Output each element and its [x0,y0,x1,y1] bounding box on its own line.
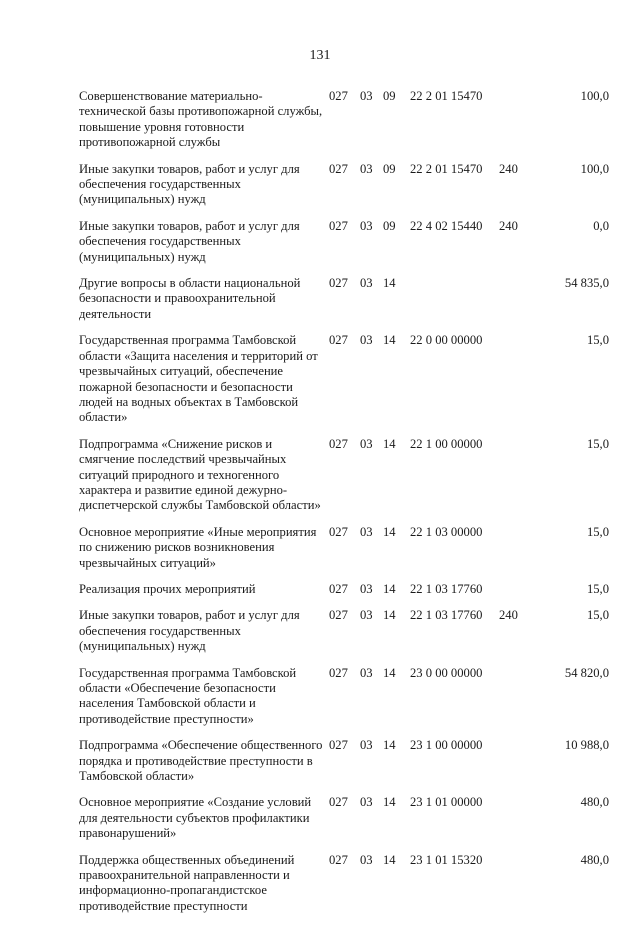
subsection-code: 09 [383,89,396,103]
department-code: 027 [329,665,348,680]
expense-name: Другие вопросы в области национальной безопасности и правоохранительной деятельности [79,276,301,321]
target-article-code: 22 1 03 00000 [410,524,483,539]
target-article-code: 22 2 01 15470 [410,89,483,103]
table-row [79,219,609,265]
page-number: 131 [309,48,331,63]
expense-name: Основное мероприятие «Создание условий для деятельности субъектов профилактики правонарушений» [79,795,312,841]
section-code: 03 [360,665,373,680]
expense-name: Поддержка общественных объединений правоохранительной направленности и информационно-пропагандистское противодействие преступности [79,852,295,913]
target-article-code: 22 0 00 00000 [410,333,483,348]
amount: 15,0 [586,581,609,596]
table-row [79,582,609,597]
section-code: 03 [360,276,373,291]
section-code: 03 [360,218,373,233]
amount: 54 820,0 [564,665,609,680]
amount: 10 988,0 [564,738,609,753]
amount: 480,0 [580,852,609,867]
expense-name: Подпрограмма «Обеспечение общественного порядка и противодействие преступности в Тамбовской области» [79,738,323,784]
section-code: 03 [360,608,373,623]
department-code: 027 [329,795,348,810]
amount: 15,0 [586,436,609,451]
expense-name: Подпрограмма «Снижение рисков и смягчение последствий чрезвычайных ситуаций природного и техногенного характера и развитие единой дежурно-диспетчерской службы Тамбовской области» [79,436,321,513]
department-code: 027 [329,333,348,348]
expense-type-code: 240 [499,608,518,623]
budget-table [79,89,609,925]
target-article-code: 23 0 00 00000 [410,665,483,680]
expense-name: Государственная программа Тамбовской области «Обеспечение безопасности населения Тамбовской области и противодействие преступности» [79,665,297,726]
subsection-code: 14 [383,795,396,810]
department-code: 027 [329,161,348,176]
department-code: 027 [329,218,348,233]
amount: 0,0 [593,218,609,233]
subsection-code: 14 [383,276,396,291]
target-article-code: 23 1 01 00000 [410,795,483,810]
amount: 15,0 [586,333,609,348]
amount: 480,0 [580,795,609,810]
section-code: 03 [360,333,373,348]
table-row [79,666,609,728]
expense-name: Иные закупки товаров, работ и услуг для обеспечения государственных (муниципальных) нужд [79,608,300,654]
subsection-code: 14 [383,665,396,680]
target-article-code: 23 1 01 15320 [410,852,483,867]
subsection-code: 09 [383,218,396,233]
table-row [79,437,609,514]
table-row [79,89,609,151]
table-row [79,333,609,425]
section-code: 03 [360,524,373,539]
department-code: 027 [329,738,348,753]
subsection-code: 14 [383,524,396,539]
expense-type-code: 240 [499,161,518,176]
section-code: 03 [360,738,373,753]
amount: 15,0 [586,608,609,623]
target-article-code: 22 4 02 15440 [410,218,483,233]
amount: 15,0 [586,524,609,539]
department-code: 027 [329,524,348,539]
expense-name: Государственная программа Тамбовской области «Защита населения и территорий от чрезвычайных ситуаций, обеспечение пожарной безопасности и безопасности людей на водных объектах в Тамбовской области» [79,333,318,425]
table-row [79,608,609,654]
department-code: 027 [329,852,348,867]
subsection-code: 09 [383,161,396,176]
table-row [79,162,609,208]
table-row [79,738,609,784]
section-code: 03 [360,852,373,867]
table-row [79,853,609,915]
department-code: 027 [329,581,348,596]
table-row [79,276,609,322]
section-code: 03 [360,581,373,596]
department-code: 027 [329,608,348,623]
target-article-code: 22 2 01 15470 [410,161,483,176]
amount: 100,0 [580,161,609,176]
expense-name: Иные закупки товаров, работ и услуг для обеспечения государственных (муниципальных) нужд [79,161,300,207]
target-article-code: 23 1 00 00000 [410,738,483,753]
expense-name: Совершенствование материально-технической базы противопожарной службы, повышение уровня готовности противопожарной службы [79,89,323,150]
subsection-code: 14 [383,333,396,348]
expense-name: Реализация прочих мероприятий [79,581,256,596]
table-row [79,525,609,571]
amount: 100,0 [580,89,609,103]
subsection-code: 14 [383,581,396,596]
section-code: 03 [360,436,373,451]
department-code: 027 [329,436,348,451]
table-row [79,795,609,841]
expense-name: Основное мероприятие «Иные мероприятия по снижению рисков возникновения чрезвычайных ситуаций» [79,524,317,570]
section-code: 03 [360,89,373,103]
section-code: 03 [360,795,373,810]
expense-type-code: 240 [499,218,518,233]
department-code: 027 [329,89,348,103]
subsection-code: 14 [383,436,396,451]
target-article-code: 22 1 00 00000 [410,436,483,451]
amount: 54 835,0 [564,276,609,291]
subsection-code: 14 [383,738,396,753]
subsection-code: 14 [383,608,396,623]
expense-name: Иные закупки товаров, работ и услуг для обеспечения государственных (муниципальных) нужд [79,218,300,264]
subsection-code: 14 [383,852,396,867]
target-article-code: 22 1 03 17760 [410,608,483,623]
target-article-code: 22 1 03 17760 [410,581,483,596]
section-code: 03 [360,161,373,176]
department-code: 027 [329,276,348,291]
